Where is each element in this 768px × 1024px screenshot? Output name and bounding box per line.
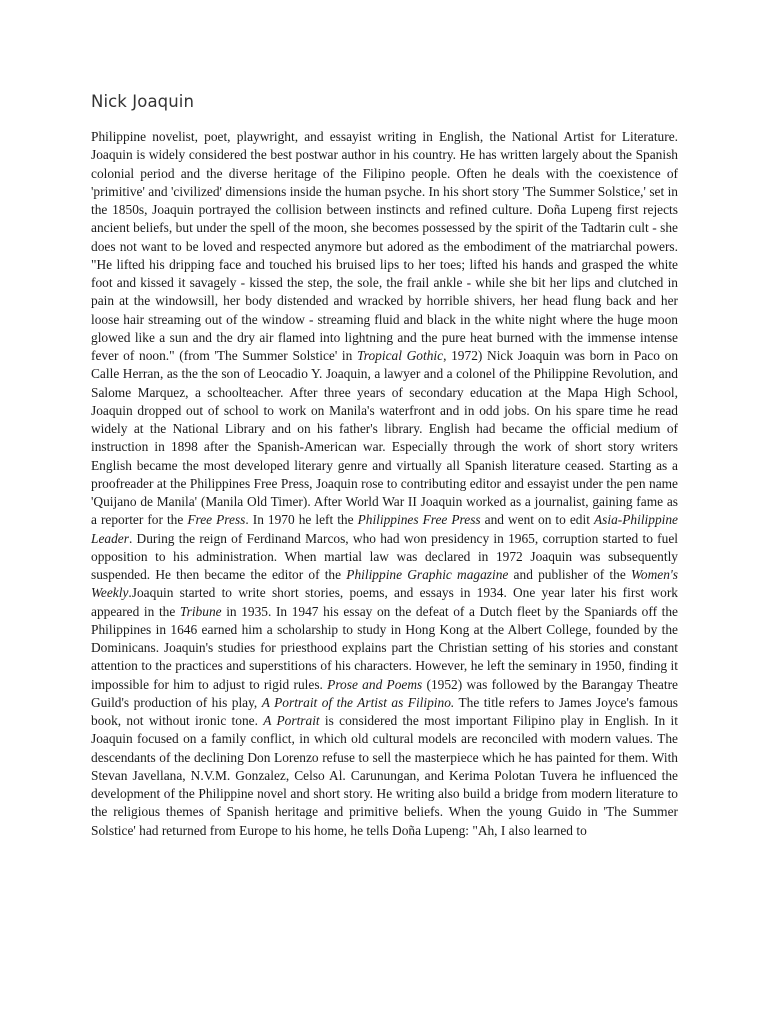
body-text: and went on to edit	[480, 512, 594, 528]
play-title-a-portrait: A Portrait	[263, 713, 320, 728]
article-body	[91, 128, 678, 840]
body-text: . During the reign of Ferdinand Marcos, who had won presidency in 1965, corruption started to fuel opposition to his administration. When martial law was declared in 1972 Joaquin was subsequently suspended. He then became the editor of the	[91, 530, 678, 582]
body-text: Philippine novelist, poet, playwright, and essayist writing in English, the National Artist for Literature. Joaquin is widely considered the best postwar author in his country. He has written largely about the Spanish colonial period and the diverse heritage of the Filipino people. Often he deals with the coexistence of 'primitive' and 'civilized' dimensions inside the human psyche. In his short story 'The Summer Solstice,' set in the 1850s, Joaquin portrayed the collision between instincts and refined culture. Doña Lupeng first rejects ancient beliefs, but under the spell of the moon, she becomes possessed by the spirit of the Tadtarin cult - she does not want to be loved and respected anymore but adored as the embodiment of the matriarchal powers. "He lifted his dripping face and touched his bruised lips to her toes; lifted his hands and grasped the white foot and kissed it savagely - kissed the step, the sole, the frail ankle - while she bit her lips and clutched in pain at the windowsill, her body distended and wracked by horrible shivers, her head flung back and her loose hair streaming out of the window - streaming fluid and black in the white night where the huge moon glowed like a sun and the dry air flamed into lightning and the pure heat burned with the immense intense fever of noon." (from 'The Summer Solstice' in	[91, 129, 678, 363]
body-text: (1952) was followed by the Barangay Theatre Guild's production of his play,	[91, 676, 678, 710]
body-text: The title refers to James Joyce's famous book, not without ironic tone.	[91, 694, 679, 728]
body-text: .Joaquin started to write short stories, poems, and essays in 1934. One year later his first work appeared in the	[91, 585, 678, 619]
body-text: is considered the most important Filipino play in English. In it Joaquin focused on a family conflict, in which old cultural models are reconciled with modern values. The descendants of the declining Don Lorenzo refuse to sell the masterpiece which he has painted for them. With Stevan Javellana, N.V.M. Gonzalez, Celso Al. Carunungan, and Kerima Polotan Tuvera he influenced the development of the Philippine novel and short story. He writing also build a bridge from modern literature to the religious themes of Spanish heritage and primitive beliefs. When the young Guido in 'The Summer Solstice' had returned from Europe to his home, he tells Doña Lupeng: "Ah, I also learned to	[91, 713, 678, 838]
publication-philippines-free-press: Philippines Free Press	[357, 512, 481, 528]
publication-womens-weekly: Women's Weekly	[91, 567, 678, 601]
body-text: , 1972) Nick Joaquin was born in Paco on Calle Herran, as the the son of Leocadio Y. Joaquin, a lawyer and a colonel of the Philippine Revolution, and Salome Marquez, a schoolteacher. After three years of secondary education at the Mapa High School, Joaquin dropped out of school to work on Manila's waterfront and in odd jobs. On his spare time he read widely at the National Library and on his father's library. English had became the official medium of instruction in 1898 after the Spanish-American war. Especially through the work of short story writers English became the most developed literary genre and virtually all Spanish literature ceased. Starting as a proofreader at the Philippines Free Press, Joaquin rose to contributing editor and essayist under the pen name 'Quijano de Manila' (Manila Old Timer). After World War II Joaquin worked as a journalist, gaining fame as a reporter for the	[91, 348, 679, 528]
book-title-prose-and-poems: Prose and Poems	[327, 676, 423, 692]
book-title-tropical-gothic: Tropical Gothic	[357, 348, 444, 363]
publication-free-press: Free Press	[187, 512, 246, 528]
publication-philippine-graphic: Philippine Graphic magazine	[346, 567, 509, 582]
publication-asia-philippine-leader: Asia-Philippine Leader	[91, 512, 679, 546]
publication-tribune: Tribune	[179, 603, 222, 619]
body-text: . In 1970 he left the	[245, 512, 358, 528]
play-title-portrait-of-the-artist: A Portrait of the Artist as Filipino.	[261, 694, 455, 710]
body-text: in 1935. In 1947 his essay on the defeat of a Dutch fleet by the Spaniards off the Philippines in 1646 earned him a scholarship to study in Hong Kong at the Albert College, founded by the Dominicans. Joaquin's studies for priesthood explains part the Christian setting of his stories and constant attention to the practices and superstitions of his characters. However, he left the seminary in 1950, finding it impossible for him to adjust to rigid rules.	[91, 603, 678, 692]
body-text: and publisher of the	[508, 567, 631, 582]
page-title: Nick Joaquin	[91, 92, 195, 111]
